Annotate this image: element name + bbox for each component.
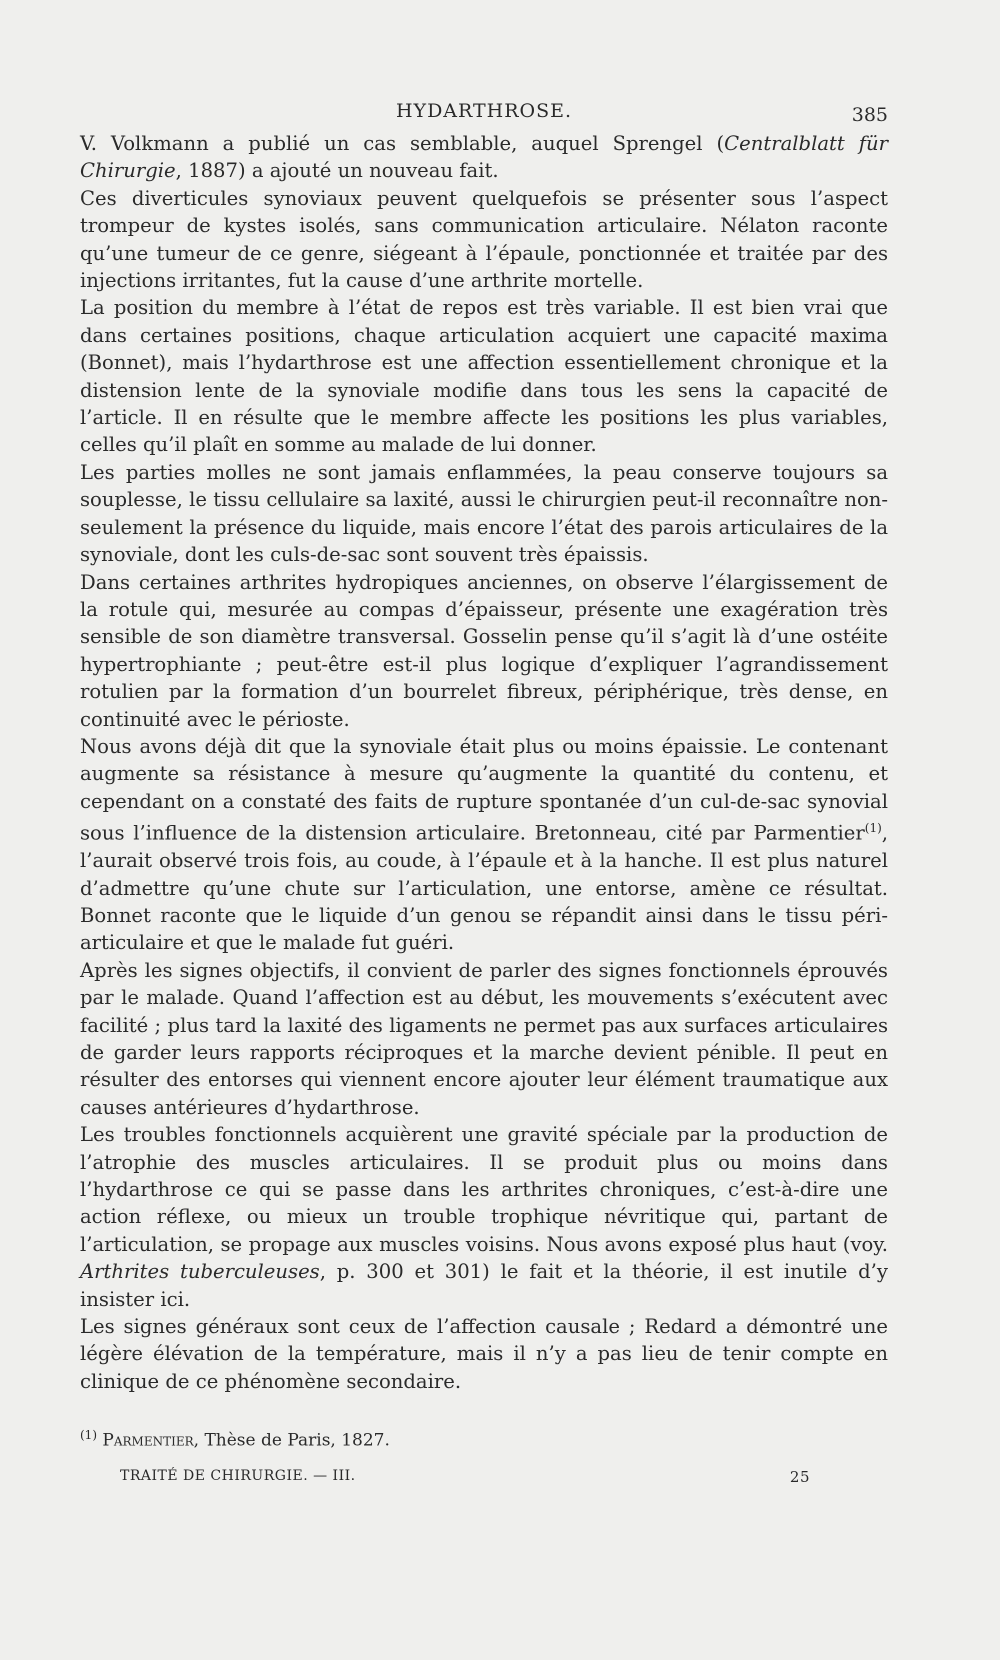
paragraph bbox=[80, 459, 888, 569]
paragraph-text: , 1887) a ajouté un nouveau fait. bbox=[175, 159, 499, 183]
paragraph bbox=[80, 130, 888, 185]
italic-text: Arthrites tuberculeuses bbox=[80, 1260, 320, 1284]
footnote bbox=[80, 1423, 888, 1453]
paragraph bbox=[80, 294, 888, 458]
footnote-reference: (1) bbox=[864, 821, 882, 836]
paragraph-text: Nous avons déjà dit que la synoviale était plus ou moins épaissie. Le contenant augmente sa résistance à mesure qu’augmente la quantité du contenu, et cependant on a constaté des faits de rupture spontanée d’un cul-de-sac synovial sous l’influence de la distension articulaire. Bretonneau, cité par Parmentier bbox=[80, 734, 888, 845]
paragraph bbox=[80, 733, 888, 957]
paragraph-text: La position du membre à l’état de repos est très variable. Il est bien vrai que dans certaines positions, chaque articulation acquiert une capacité maxima (Bonnet), mais l’hydarthrose est une affection essentiellement chronique et la distension lente de la synoviale modifie dans tous les sens la capacité de l’article. Il en résulte que le membre affecte les positions les plus variables, celles qu’il plaît en somme au malade de lui donner. bbox=[80, 296, 888, 457]
footnote-text: , Thèse de Paris, 1827. bbox=[193, 1430, 390, 1451]
page-number: 385 bbox=[851, 104, 888, 126]
paragraph-text: Après les signes objectifs, il convient de parler des signes fonctionnels éprouvés par le malade. Quand l’affection est au début, les mouvements s’exécutent avec facilité ; plus tard la laxité des ligaments ne permet pas aux surfaces articulaires de garder leurs rapports réciproques et la marche devient pénible. Il peut en résulter des entorses qui viennent encore ajouter leur élément traumatique aux causes antérieures d’hydarthrose. bbox=[80, 958, 888, 1119]
paragraph bbox=[80, 1313, 888, 1395]
running-head bbox=[80, 100, 888, 130]
running-title: HYDARTHROSE. bbox=[395, 100, 573, 122]
body-text bbox=[80, 130, 888, 1395]
paragraph-text: , p. 300 et 301) le fait et la théorie, il est inutile d’y insister ici. bbox=[80, 1260, 888, 1311]
footnote-marker: (1) bbox=[80, 1428, 97, 1443]
paragraph bbox=[80, 569, 888, 733]
signature-text: TRAITÉ DE CHIRURGIE. — III. bbox=[120, 1468, 356, 1484]
printer-signature bbox=[120, 1468, 810, 1484]
signature-number: 25 bbox=[789, 1468, 810, 1486]
paragraph-text: Les troubles fonctionnels acquièrent une gravité spéciale par la production de l’atrophie des muscles articulaires. Il se produit plus ou moins dans l’hydarthrose ce qui se passe dans les arthrites chroniques, c’est-à-dire une action réflexe, ou mieux un trouble trophique névritique qui, partant de l’articulation, se propage aux muscles voisins. Nous avons exposé plus haut (voy. bbox=[80, 1123, 888, 1256]
footnote-author: Parmentier bbox=[102, 1430, 194, 1451]
paragraph-text: , l’aurait observé trois fois, au coude, à l’épaule et à la hanche. Il est plus naturel d’admettre qu’une chute sur l’articulation, une entorse, amène ce résultat. Bonnet raconte que le liquide d’un genou se répandit ainsi dans le tissu péri-articulaire et que le malade fut guéri. bbox=[80, 821, 888, 955]
paragraph-text: Dans certaines arthrites hydropiques anciennes, on observe l’élargissement de la rotule qui, mesurée au compas d’épaisseur, présente une exagération très sensible de son diamètre transversal. Gosselin pense qu’il s’agit là d’une ostéite hypertrophiante ; peut-être est-il plus logique d’expliquer l’agrandissement rotulien par la formation d’un bourrelet fibreux, périphérique, très dense, en continuité avec le périoste. bbox=[80, 570, 888, 731]
paragraph bbox=[80, 957, 888, 1121]
paragraph-text: Ces diverticules synoviaux peuvent quelquefois se présenter sous l’aspect trompeur de kystes isolés, sans communication articulaire. Nélaton raconte qu’une tumeur de ce genre, siégeant à l’épaule, ponctionnée et traitée par des injections irritantes, fut la cause d’une arthrite mortelle. bbox=[80, 186, 888, 293]
italic-text: Centralblatt für Chirurgie bbox=[80, 132, 888, 183]
paragraph bbox=[80, 1121, 888, 1313]
paragraph-text: V. Volkmann a publié un cas semblable, auquel Sprengel ( bbox=[80, 132, 725, 155]
paragraph bbox=[80, 185, 888, 295]
paragraph-text: Les parties molles ne sont jamais enflammées, la peau conserve toujours sa souplesse, le tissu cellulaire sa laxité, aussi le chirurgien peut-il reconnaître non-seulement la présence du liquide, mais encore l’état des parois articulaires de la synoviale, dont les culs-de-sac sont souvent très épaissis. bbox=[80, 460, 888, 567]
paragraph-text: Les signes généraux sont ceux de l’affection causale ; Redard a démontré une légère élévation de la température, mais il n’y a pas lieu de tenir compte en clinique de ce phénomène secondaire. bbox=[80, 1315, 888, 1393]
